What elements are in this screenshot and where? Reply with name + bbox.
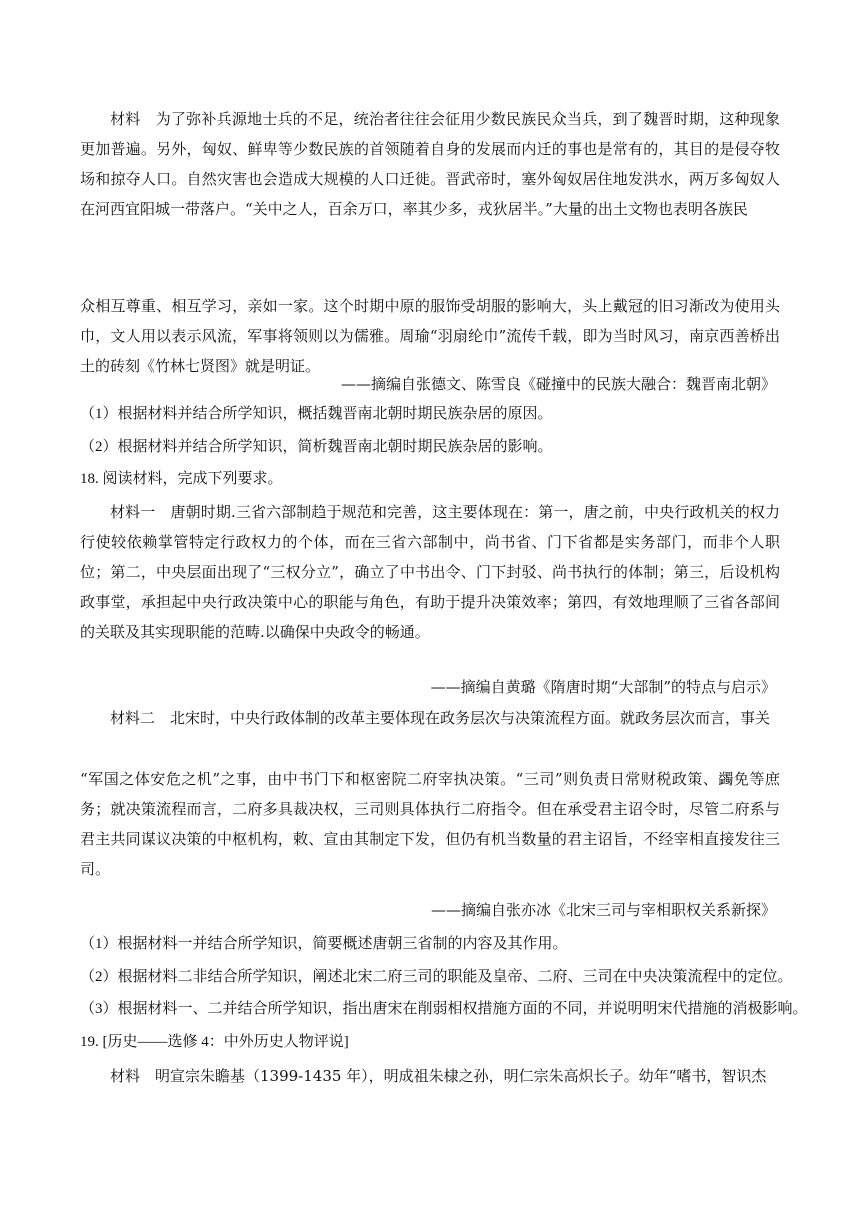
question-18-3: （3）根据材料一、二并结合所学知识，指出唐宋在削弱相权措施方面的不同，并说明明宋代措施的消极影响。 <box>80 1001 808 1017</box>
material-18-1: 材料一 唐朝时期.三省六部制趋于规范和完善，这主要体现在：第一，唐之前，中央行政机关的权力行使较依赖掌管特定行政权力的个体，而在三省六部制中，尚书省、门下省都是实务部门，而非个人职位；第二，中央层面出现了“三权分立”，确立了中书出令、门下封驳、尚书执行的体制；第三，后设机构政事堂，承担起中央行政决策中心的职能与角色，有助于提升决策效率；第四，有效地理顺了三省各部间的关联及其实现职能的范畴.以确保中央政令的畅通。 <box>80 503 780 641</box>
question-18-title: 18. 阅读材料，完成下列要求。 <box>80 471 283 487</box>
material-19: 材料 明宣宗朱瞻基（1399-1435 年），明成祖朱棣之孙，明仁宗朱高炽长子。幼年“嗜书，智识杰 <box>110 1067 767 1085</box>
material-18-2-part1: 材料二 北宋时，中央行政体制的改革主要体现在政务层次与决策流程方面。就政务层次而言，事关 <box>110 709 771 727</box>
question-17-1: （1）根据材料并结合所学知识，概括魏晋南北朝时期民族杂居的原因。 <box>80 406 553 422</box>
question-18-1: （1）根据材料一并结合所学知识，简要概述唐朝三省制的内容及其作用。 <box>80 936 568 952</box>
material-17-source: ——摘编自张德文、陈雪良《碰撞中的民族大融合：魏晋南北朝》 <box>340 375 776 393</box>
question-17-2: （2）根据材料并结合所学知识，简析魏晋南北朝时期民族杂居的影响。 <box>80 439 553 455</box>
material-18-1-source: ——摘编自黄璐《隋唐时期“大部制”的特点与启示》 <box>430 678 776 696</box>
material-17-part2: 众相互尊重、相互学习，亲如一家。这个时期中原的服饰受胡服的影响大，头上戴冠的旧习渐改为使用头巾，文人用以表示风流，军事将领则以为儒雅。周瑜“羽扇纶巾”流传千载，即为当时风习，南京西善桥出土的砖刻《竹林七贤图》就是明证。 <box>80 297 780 375</box>
material-18-2-part2: “军国之体安危之机”之事，由中书门下和枢密院二府宰执决策。“三司”则负责日常财税政策、蠲免等庶务；就决策流程而言，二府多具裁决权，三司则具体执行二府指令。但在承受君主诏令时，尽管二府系与君主共同谋议决策的中枢机构，敕、宣由其制定下发，但仍有机当数量的君主诏旨，不经宰相直接发往三司。 <box>80 770 780 878</box>
material-17-part1: 材料 为了弥补兵源地士兵的不足，统治者往往会征用少数民族民众当兵，到了魏晋时期，这种现象更加普遍。另外，匈奴、鲜卑等少数民族的首领随着自身的发展而内迁的事也是常有的，其目的是侵夺牧场和掠夺人口。自然灾害也会造成大规模的人口迁徙。晋武帝时，塞外匈奴居住地发洪水，两万多匈奴人在河西宜阳城一带落户。“关中之人，百余万口，率其少多，戎狄居半。”大量的出土文物也表明各族民 <box>80 110 780 218</box>
material-18-2-source: ——摘编自张亦冰《北宋三司与宰相职权关系新探》 <box>430 901 776 919</box>
question-19-title: 19. [历史——选修 4：中外历史人物评说] <box>80 1034 349 1050</box>
question-18-2: （2）根据材料二非结合所学知识，阐述北宋二府三司的职能及皇帝、二府、三司在中央决策流程中的定位。 <box>80 969 793 985</box>
